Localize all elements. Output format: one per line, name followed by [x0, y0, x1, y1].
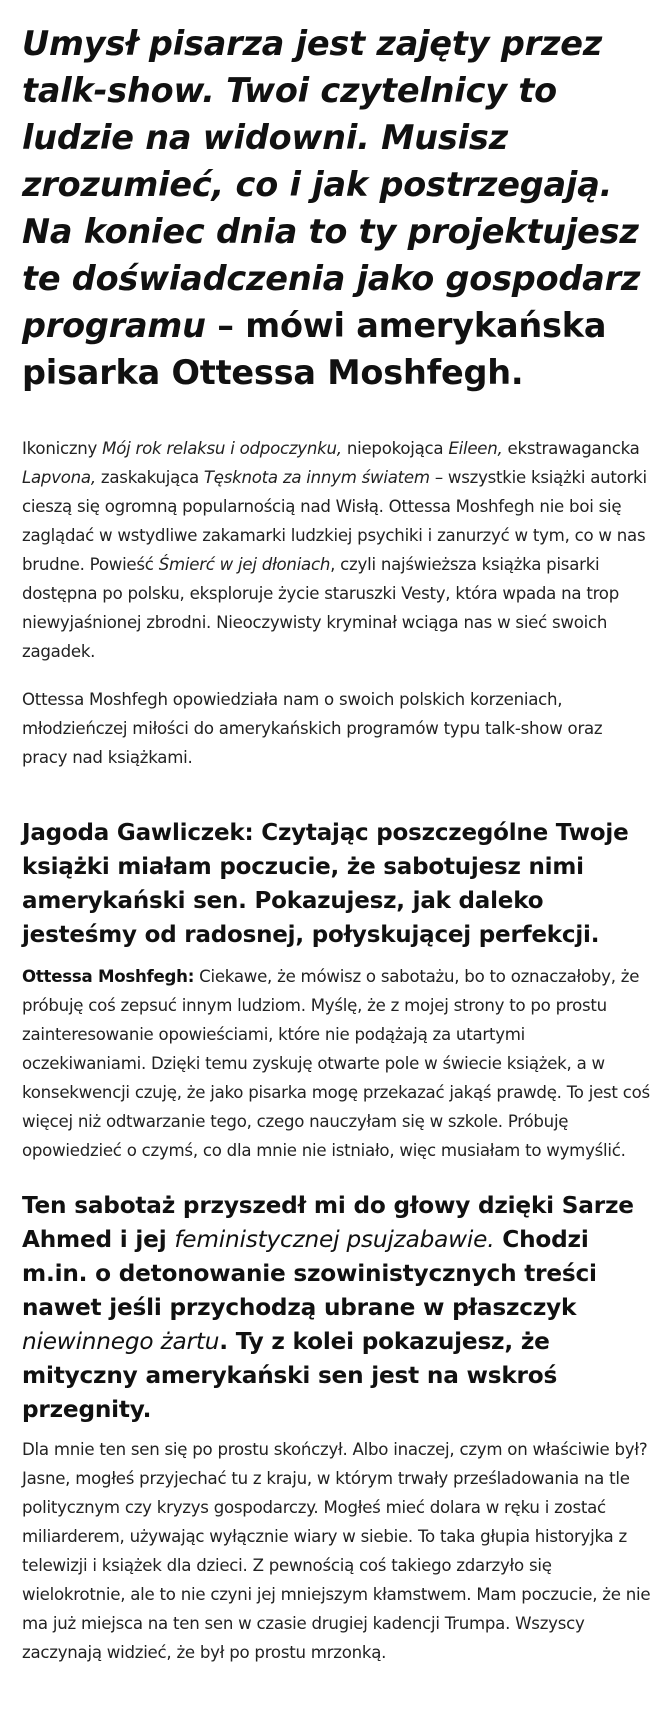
lead-quote-italic: Umysł pisarza jest zajęty przez talk-show. Twoi czytelnicy to ludzie na widowni. Musisz zrozumieć, co i jak postrzegają. Na koniec dnia to ty projektujesz te doświadczenia jako gospodarz programu	[22, 24, 641, 345]
answer-text: Ciekawe, że mówisz o sabotażu, bo to oznaczałoby, że próbuję coś zepsuć innym ludziom. Myślę, że z mojej strony to po prostu zainteresowanie opowieściami, które nie podążają za utartymi oczekiwaniami. Dzięki temu zyskuję otwarte pole w świecie książek, a w konsekwencji czuję, że jako pisarka mogę przekazać jakąś prawdę. To jest coś więcej niż odtwarzanie tego, czego nauczyłam się w szkole. Próbuję opowiedzieć o czymś, co dla mnie nie istniało, więc musiałam to wymyślić.	[22, 967, 650, 1160]
intro-paragraph-2: Ottessa Moshfegh opowiedziała nam o swoich polskich korzeniach, młodzieńczej miłości do amerykańskich programów typu talk-show oraz pracy nad książkami.	[22, 690, 603, 767]
interview-question-1: Jagoda Gawliczek: Czytając poszczególne Twoje książki miałam poczucie, że sabotujesz nimi amerykański sen. Pokazujesz, jak daleko jesteśmy od radosnej, połyskującej perfekcji.	[22, 820, 629, 948]
question-emphasis: feministycznej psujzabawie.	[174, 1226, 495, 1253]
lead-quote-attribution: – mówi amerykańska pisarka Ottessa Moshfegh.	[22, 306, 607, 392]
question-text: Ten sabotaż przyszedł mi do głowy dzięki Sarze Ahmed i jej	[22, 1192, 634, 1253]
question-emphasis: niewinnego żartu	[22, 1328, 220, 1355]
lead-quote	[22, 20, 652, 396]
interview-question-2	[22, 1189, 652, 1427]
intro-text: – wszystkie książki autorki cieszą się ogromną popularnością nad Wisłą. Ottessa Moshfegh nie boi się zaglądać w wstydliwe zakamarki ludzkiej psychiki i zanurzyć w tym, co w nas brudne. Powieść	[22, 468, 647, 574]
book-title-tesknota: Tęsknota za innym światem	[203, 468, 430, 487]
interview-answer-1	[22, 962, 652, 1165]
book-title-smierc: Śmierć w jej dłoniach	[158, 555, 331, 574]
book-title-eileen: Eileen,	[448, 439, 503, 458]
intro-text: Ikoniczny	[22, 439, 103, 458]
intro-paragraph-1	[22, 434, 652, 666]
question-text: . Ty z kolei pokazujesz, że mityczny amerykański sen jest na wskroś przegnity.	[22, 1328, 558, 1423]
question-text: Chodzi m.in. o detonowanie szowinistycznych treści nawet jeśli przychodzą ubrane w płaszczyk	[22, 1226, 597, 1321]
intro-text: niepokojąca	[341, 439, 449, 458]
interview-answer-2: Dla mnie ten sen się po prostu skończył. Albo inaczej, czym on właściwie był? Jasne, mogłeś przyjechać tu z kraju, w którym trwały prześladowania na tle politycznym czy kryzys gospodarczy. Mogłeś mieć dolara w ręku i zostać miliarderem, używając wyłącznie wiary w siebie. To taka głupia historyjka z telewizji i książek dla dzieci. Z pewnością coś takiego zdarzyło się wielokrotnie, ale to nie czyni jej mniejszym kłamstwem. Mam poczucie, że nie ma już miejsca na ten sen w czasie drugiej kadencji Trumpa. Wszyscy zaczynają widzieć, że był po prostu mrzonką.	[22, 1440, 651, 1662]
intro-text: zaskakująca	[95, 468, 204, 487]
book-title-lapvona: Lapvona,	[22, 468, 96, 487]
speaker-name: Ottessa Moshfegh:	[22, 967, 195, 986]
book-title-moj-rok: Mój rok relaksu i odpoczynku,	[102, 439, 342, 458]
intro-text: , czyli najświeższa książka pisarki dostępna po polsku, eksploruje życie staruszki Vesty, która wpada na trop niewyjaśnionej zbrodni. Nieoczywisty kryminał wciąga nas w sieć swoich zagadek.	[22, 555, 619, 661]
intro-text: ekstrawagancka	[502, 439, 640, 458]
